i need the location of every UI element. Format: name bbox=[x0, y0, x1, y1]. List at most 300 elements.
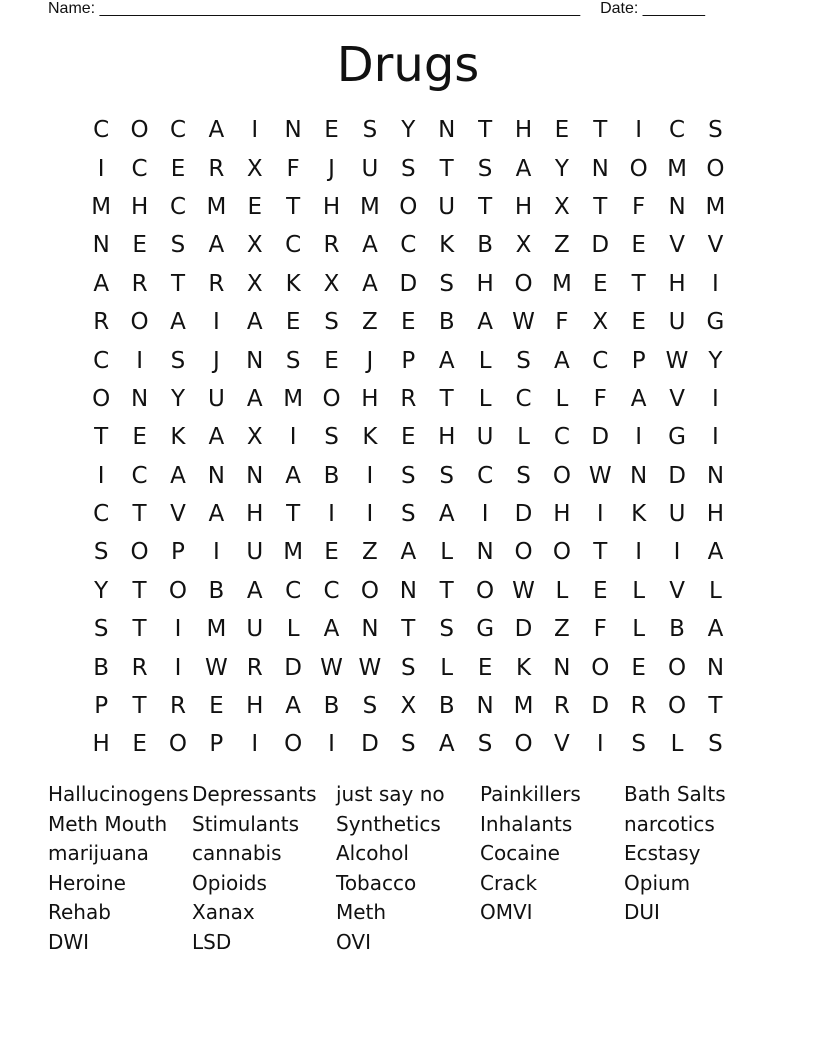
grid-cell[interactable]: S bbox=[477, 155, 493, 182]
grid-cell[interactable]: E bbox=[593, 270, 608, 297]
grid-cell[interactable]: U bbox=[246, 616, 264, 643]
grid-cell[interactable]: W bbox=[665, 347, 689, 374]
grid-cell[interactable]: S bbox=[324, 424, 339, 451]
name-date-line bbox=[48, 0, 705, 18]
grid-cell[interactable]: Y bbox=[170, 385, 185, 412]
grid-cell[interactable]: L bbox=[670, 731, 684, 758]
grid-cell[interactable]: A bbox=[438, 501, 455, 528]
grid-cell[interactable]: N bbox=[361, 616, 379, 643]
grid-cell[interactable]: R bbox=[208, 155, 225, 182]
grid-cell[interactable]: D bbox=[399, 270, 418, 297]
grid-cell[interactable]: X bbox=[400, 693, 417, 720]
grid-cell[interactable]: H bbox=[706, 501, 725, 528]
grid-cell[interactable]: T bbox=[286, 193, 301, 220]
grid-cell[interactable]: O bbox=[629, 155, 648, 182]
grid-cell[interactable]: L bbox=[478, 347, 492, 374]
grid-cell[interactable]: S bbox=[401, 462, 416, 489]
grid-cell[interactable]: P bbox=[631, 347, 646, 374]
grid-cell[interactable]: K bbox=[515, 654, 532, 681]
grid-cell[interactable]: S bbox=[285, 347, 301, 374]
grid-cell[interactable]: R bbox=[630, 693, 647, 720]
grid-cell[interactable]: T bbox=[439, 385, 454, 412]
grid-cell[interactable]: R bbox=[169, 693, 186, 720]
grid-cell[interactable]: T bbox=[593, 539, 608, 566]
letter-grid bbox=[82, 111, 735, 764]
grid-cell[interactable]: C bbox=[285, 577, 302, 604]
grid-cell[interactable]: D bbox=[514, 616, 533, 643]
grid-cell[interactable]: I bbox=[635, 117, 643, 144]
grid-cell[interactable]: H bbox=[668, 270, 686, 297]
grid-cell[interactable]: H bbox=[92, 731, 110, 758]
grid-cell[interactable]: A bbox=[707, 616, 724, 643]
grid-cell[interactable]: M bbox=[705, 193, 726, 220]
grid-cell[interactable]: N bbox=[207, 462, 225, 489]
grid-cell[interactable]: I bbox=[366, 462, 374, 489]
grid-cell[interactable]: X bbox=[246, 232, 263, 259]
grid-cell[interactable]: I bbox=[712, 424, 719, 451]
grid-cell[interactable]: X bbox=[246, 270, 263, 297]
grid-cell[interactable]: C bbox=[93, 347, 110, 374]
grid-cell[interactable]: H bbox=[361, 385, 379, 412]
grid-cell[interactable]: M bbox=[206, 616, 227, 643]
grid-cell[interactable]: O bbox=[476, 577, 495, 604]
grid-cell[interactable]: O bbox=[514, 731, 533, 758]
grid-cell[interactable]: S bbox=[401, 501, 416, 528]
grid-cell[interactable]: L bbox=[555, 577, 569, 604]
grid-cell[interactable]: E bbox=[209, 693, 224, 720]
grid-cell[interactable]: T bbox=[439, 577, 454, 604]
grid-cell[interactable]: O bbox=[168, 577, 188, 604]
date-field[interactable]: Date: _______ bbox=[600, 0, 706, 17]
grid-cell[interactable]: A bbox=[93, 270, 110, 297]
grid-cell[interactable]: T bbox=[593, 117, 608, 144]
grid-cell[interactable]: K bbox=[631, 501, 647, 528]
grid-cell[interactable]: U bbox=[361, 155, 379, 182]
grid-cell[interactable]: I bbox=[673, 539, 681, 566]
grid-cell[interactable]: A bbox=[208, 424, 225, 451]
grid-cell[interactable]: P bbox=[171, 539, 185, 566]
grid-cell[interactable]: M bbox=[206, 193, 227, 220]
grid-cell[interactable]: S bbox=[516, 347, 531, 374]
grid-cell[interactable]: K bbox=[439, 232, 455, 259]
grid-cell[interactable]: S bbox=[439, 462, 455, 489]
grid-cell[interactable]: T bbox=[708, 693, 723, 720]
grid-cell[interactable]: T bbox=[94, 424, 109, 451]
grid-cell[interactable]: O bbox=[668, 654, 687, 681]
grid-cell[interactable]: T bbox=[478, 193, 493, 220]
grid-cell[interactable]: O bbox=[360, 577, 379, 604]
grid-cell[interactable]: C bbox=[515, 385, 532, 412]
grid-cell[interactable]: O bbox=[552, 462, 571, 489]
grid-cell[interactable]: N bbox=[399, 577, 417, 604]
grid-cell[interactable]: H bbox=[514, 117, 533, 144]
grid-cell[interactable]: E bbox=[477, 654, 493, 681]
word-bank-item: Meth bbox=[336, 900, 387, 925]
grid-cell[interactable]: V bbox=[669, 385, 685, 412]
grid-cell[interactable]: E bbox=[170, 155, 186, 182]
grid-cell[interactable]: V bbox=[669, 577, 685, 604]
grid-cell[interactable]: X bbox=[246, 424, 263, 451]
grid-cell[interactable]: W bbox=[512, 309, 535, 336]
grid-cell[interactable]: T bbox=[478, 117, 493, 144]
grid-cell[interactable]: U bbox=[668, 309, 686, 336]
grid-cell[interactable]: F bbox=[593, 385, 607, 412]
grid-cell[interactable]: I bbox=[212, 539, 220, 566]
grid-cell[interactable]: I bbox=[712, 270, 719, 297]
grid-cell[interactable]: A bbox=[285, 693, 302, 720]
grid-cell[interactable]: L bbox=[517, 424, 530, 451]
grid-cell[interactable]: D bbox=[591, 232, 610, 259]
grid-cell[interactable]: A bbox=[170, 462, 186, 489]
grid-cell[interactable]: D bbox=[284, 654, 302, 681]
word-bank-item: Bath Salts bbox=[624, 782, 726, 806]
grid-cell[interactable]: O bbox=[130, 309, 149, 336]
grid-cell[interactable]: X bbox=[246, 155, 263, 182]
grid-cell[interactable]: R bbox=[93, 309, 110, 336]
grid-cell[interactable]: E bbox=[401, 424, 416, 451]
grid-cell[interactable]: D bbox=[591, 424, 610, 451]
grid-cell[interactable]: N bbox=[246, 462, 264, 489]
grid-cell[interactable]: I bbox=[289, 424, 297, 451]
grid-cell[interactable]: C bbox=[131, 462, 148, 489]
grid-cell[interactable]: R bbox=[400, 385, 417, 412]
grid-cell[interactable]: C bbox=[93, 117, 110, 144]
grid-cell[interactable]: E bbox=[132, 731, 147, 758]
grid-cell[interactable]: D bbox=[668, 462, 686, 489]
grid-cell[interactable]: Z bbox=[554, 232, 570, 259]
grid-cell[interactable]: S bbox=[708, 117, 723, 144]
grid-cell[interactable]: C bbox=[400, 232, 417, 259]
grid-cell[interactable]: V bbox=[554, 731, 570, 758]
grid-cell[interactable]: S bbox=[362, 117, 378, 144]
grid-cell[interactable]: I bbox=[328, 501, 335, 528]
grid-cell[interactable]: T bbox=[631, 270, 646, 297]
grid-cell[interactable]: J bbox=[328, 155, 335, 182]
grid-cell[interactable]: C bbox=[93, 501, 110, 528]
grid-cell[interactable]: O bbox=[284, 731, 303, 758]
grid-cell[interactable]: U bbox=[246, 539, 264, 566]
grid-cell[interactable]: E bbox=[247, 193, 263, 220]
grid-cell[interactable]: M bbox=[283, 385, 304, 412]
grid-cell[interactable]: X bbox=[592, 309, 609, 336]
grid-cell[interactable]: O bbox=[706, 155, 725, 182]
grid-cell[interactable]: A bbox=[208, 117, 225, 144]
grid-cell[interactable]: N bbox=[476, 693, 494, 720]
grid-cell[interactable]: A bbox=[246, 577, 263, 604]
grid-cell[interactable]: C bbox=[131, 155, 148, 182]
grid-cell[interactable]: V bbox=[669, 232, 685, 259]
grid-cell[interactable]: E bbox=[324, 539, 339, 566]
grid-cell[interactable]: Z bbox=[362, 539, 378, 566]
grid-cell[interactable]: F bbox=[593, 616, 607, 643]
grid-cell[interactable]: R bbox=[553, 693, 570, 720]
grid-cell[interactable]: X bbox=[554, 193, 570, 220]
grid-cell[interactable]: X bbox=[515, 232, 532, 259]
grid-cell[interactable]: E bbox=[554, 117, 570, 144]
grid-cell[interactable]: L bbox=[709, 577, 722, 604]
word-bank-item: Cocaine bbox=[480, 841, 560, 866]
grid-cell[interactable]: I bbox=[174, 654, 182, 681]
grid-cell[interactable]: A bbox=[285, 462, 302, 489]
grid-cell[interactable]: E bbox=[631, 232, 646, 259]
grid-cell[interactable]: X bbox=[323, 270, 340, 297]
grid-cell[interactable]: E bbox=[132, 424, 147, 451]
grid-cell[interactable]: W bbox=[588, 462, 612, 489]
grid-cell[interactable]: F bbox=[286, 155, 300, 182]
grid-cell[interactable]: N bbox=[438, 117, 456, 144]
grid-cell[interactable]: R bbox=[323, 232, 340, 259]
grid-cell[interactable]: C bbox=[169, 117, 186, 144]
grid-cell[interactable]: D bbox=[591, 693, 610, 720]
grid-cell[interactable]: T bbox=[132, 577, 147, 604]
grid-cell[interactable]: B bbox=[477, 232, 493, 259]
grid-cell[interactable]: H bbox=[246, 501, 264, 528]
grid-cell[interactable]: E bbox=[631, 654, 646, 681]
grid-cell[interactable]: Y bbox=[94, 577, 109, 604]
grid-cell[interactable]: S bbox=[170, 347, 186, 374]
grid-cell[interactable]: N bbox=[130, 385, 149, 412]
grid-cell[interactable]: A bbox=[323, 616, 340, 643]
word-bank bbox=[48, 780, 768, 958]
grid-cell[interactable]: A bbox=[438, 731, 455, 758]
grid-cell[interactable]: I bbox=[97, 462, 105, 489]
grid-cell[interactable]: B bbox=[208, 577, 225, 604]
grid-cell[interactable]: H bbox=[514, 193, 533, 220]
grid-cell[interactable]: S bbox=[631, 731, 646, 758]
grid-cell[interactable]: O bbox=[130, 117, 149, 144]
grid-cell[interactable]: C bbox=[169, 193, 186, 220]
grid-cell[interactable]: I bbox=[251, 117, 259, 144]
grid-cell[interactable]: W bbox=[320, 654, 343, 681]
grid-cell[interactable]: N bbox=[630, 462, 648, 489]
grid-cell[interactable]: P bbox=[401, 347, 416, 374]
grid-cell[interactable]: M bbox=[283, 539, 304, 566]
grid-cell[interactable]: L bbox=[632, 577, 646, 604]
grid-cell[interactable]: A bbox=[515, 155, 532, 182]
grid-cell[interactable]: W bbox=[204, 654, 228, 681]
grid-cell[interactable]: I bbox=[596, 501, 604, 528]
grid-cell[interactable]: O bbox=[322, 385, 341, 412]
grid-cell[interactable]: T bbox=[170, 270, 185, 297]
grid-cell[interactable]: S bbox=[324, 309, 339, 336]
grid-cell[interactable]: S bbox=[439, 270, 455, 297]
grid-cell[interactable]: I bbox=[712, 385, 719, 412]
grid-cell[interactable]: O bbox=[514, 270, 533, 297]
grid-cell[interactable]: E bbox=[631, 309, 646, 336]
grid-cell[interactable]: S bbox=[401, 155, 416, 182]
grid-cell[interactable]: L bbox=[632, 616, 646, 643]
grid-cell[interactable]: I bbox=[97, 155, 105, 182]
grid-cell[interactable]: E bbox=[324, 347, 339, 374]
grid-cell[interactable]: A bbox=[362, 232, 378, 259]
grid-cell[interactable]: D bbox=[514, 501, 533, 528]
grid-cell[interactable]: I bbox=[481, 501, 489, 528]
grid-cell[interactable]: O bbox=[552, 539, 571, 566]
grid-cell[interactable]: W bbox=[512, 577, 535, 604]
word-bank-item: just say no bbox=[336, 782, 445, 806]
grid-cell[interactable]: A bbox=[630, 385, 647, 412]
grid-cell[interactable]: H bbox=[476, 270, 494, 297]
grid-cell[interactable]: S bbox=[439, 616, 455, 643]
grid-cell[interactable]: I bbox=[596, 731, 604, 758]
grid-cell[interactable]: Y bbox=[554, 155, 569, 182]
grid-cell[interactable]: S bbox=[477, 731, 493, 758]
grid-cell[interactable]: P bbox=[94, 693, 109, 720]
grid-cell[interactable]: A bbox=[554, 347, 570, 374]
grid-cell[interactable]: P bbox=[209, 731, 224, 758]
grid-cell[interactable]: M bbox=[360, 193, 380, 220]
grid-cell[interactable]: M bbox=[91, 193, 112, 220]
grid-cell[interactable]: T bbox=[439, 155, 454, 182]
grid-cell[interactable]: F bbox=[555, 309, 569, 336]
grid-cell[interactable]: O bbox=[514, 539, 533, 566]
grid-cell[interactable]: B bbox=[438, 309, 455, 336]
grid-cell[interactable]: J bbox=[212, 347, 220, 374]
grid-cell[interactable]: D bbox=[361, 731, 379, 758]
grid-cell[interactable]: Y bbox=[401, 117, 416, 144]
grid-cell[interactable]: N bbox=[553, 654, 571, 681]
grid-cell[interactable]: O bbox=[668, 693, 687, 720]
grid-cell[interactable]: W bbox=[358, 654, 382, 681]
grid-cell[interactable]: S bbox=[362, 693, 378, 720]
grid-cell[interactable]: L bbox=[478, 385, 492, 412]
grid-cell[interactable]: T bbox=[132, 616, 147, 643]
grid-cell[interactable]: O bbox=[591, 654, 610, 681]
grid-cell[interactable]: C bbox=[477, 462, 494, 489]
grid-cell[interactable]: T bbox=[132, 501, 147, 528]
grid-cell[interactable]: R bbox=[208, 270, 225, 297]
grid-cell[interactable]: U bbox=[668, 501, 686, 528]
grid-cell[interactable]: N bbox=[591, 155, 609, 182]
grid-cell[interactable]: M bbox=[551, 270, 572, 297]
grid-cell[interactable]: A bbox=[477, 309, 493, 336]
grid-cell[interactable]: T bbox=[401, 616, 416, 643]
grid-cell[interactable]: E bbox=[324, 117, 339, 144]
grid-cell[interactable]: B bbox=[323, 693, 340, 720]
name-field[interactable]: Name: ______________________________________________________ bbox=[48, 0, 581, 17]
grid-cell[interactable]: C bbox=[553, 424, 570, 451]
grid-cell[interactable]: M bbox=[667, 155, 687, 182]
grid-cell[interactable]: G bbox=[668, 424, 686, 451]
grid-cell[interactable]: E bbox=[593, 577, 608, 604]
grid-cell[interactable]: U bbox=[207, 385, 225, 412]
grid-cell[interactable]: N bbox=[92, 232, 110, 259]
grid-cell[interactable]: O bbox=[130, 539, 149, 566]
grid-cell[interactable]: E bbox=[401, 309, 416, 336]
grid-cell[interactable]: H bbox=[130, 193, 149, 220]
grid-cell[interactable]: R bbox=[131, 270, 148, 297]
grid-cell[interactable]: L bbox=[286, 616, 300, 643]
grid-cell[interactable]: S bbox=[401, 731, 416, 758]
grid-cell[interactable]: C bbox=[323, 577, 340, 604]
grid-cell[interactable]: A bbox=[438, 347, 455, 374]
grid-cell[interactable]: S bbox=[93, 616, 109, 643]
grid-cell[interactable]: B bbox=[669, 616, 685, 643]
grid-cell[interactable]: M bbox=[513, 693, 534, 720]
grid-cell[interactable]: L bbox=[440, 539, 454, 566]
grid-cell[interactable]: B bbox=[323, 462, 340, 489]
grid-cell[interactable]: U bbox=[476, 424, 494, 451]
word-bank-item: Opioids bbox=[192, 870, 267, 895]
grid-cell[interactable]: A bbox=[208, 501, 225, 528]
grid-cell[interactable]: A bbox=[246, 309, 263, 336]
grid-cell[interactable]: K bbox=[285, 270, 301, 297]
grid-cell[interactable]: F bbox=[632, 193, 646, 220]
grid-cell[interactable]: B bbox=[438, 693, 455, 720]
grid-cell[interactable]: E bbox=[132, 232, 147, 259]
grid-cell[interactable]: C bbox=[592, 347, 609, 374]
grid-cell[interactable]: U bbox=[438, 193, 456, 220]
grid-cell[interactable]: A bbox=[246, 385, 263, 412]
grid-cell[interactable]: K bbox=[170, 424, 186, 451]
grid-cell[interactable]: H bbox=[553, 501, 571, 528]
grid-cell[interactable]: I bbox=[635, 424, 643, 451]
grid-cell[interactable]: O bbox=[399, 193, 418, 220]
grid-cell[interactable]: N bbox=[706, 654, 725, 681]
grid-cell[interactable]: B bbox=[93, 654, 110, 681]
grid-cell[interactable]: L bbox=[440, 654, 454, 681]
grid-cell[interactable]: O bbox=[92, 385, 111, 412]
grid-cell[interactable]: S bbox=[708, 731, 723, 758]
grid-cell[interactable]: S bbox=[516, 462, 531, 489]
grid-cell[interactable]: A bbox=[400, 539, 417, 566]
grid-cell[interactable]: I bbox=[635, 539, 643, 566]
grid-cell[interactable]: Z bbox=[554, 616, 570, 643]
grid-cell[interactable]: T bbox=[286, 501, 301, 528]
grid-cell[interactable]: J bbox=[366, 347, 374, 374]
grid-cell[interactable]: S bbox=[170, 232, 186, 259]
grid-cell[interactable]: A bbox=[170, 309, 186, 336]
grid-cell[interactable]: N bbox=[668, 193, 686, 220]
grid-cell[interactable]: Y bbox=[708, 347, 723, 374]
grid-cell[interactable]: H bbox=[246, 693, 264, 720]
grid-cell[interactable]: K bbox=[362, 424, 378, 451]
grid-cell[interactable]: E bbox=[285, 309, 301, 336]
grid-cell[interactable]: H bbox=[322, 193, 341, 220]
grid-cell[interactable]: G bbox=[476, 616, 495, 643]
grid-cell[interactable]: H bbox=[438, 424, 456, 451]
grid-cell[interactable]: I bbox=[174, 616, 182, 643]
grid-cell[interactable]: C bbox=[285, 232, 302, 259]
grid-cell[interactable]: T bbox=[132, 693, 147, 720]
grid-cell[interactable]: R bbox=[246, 654, 263, 681]
grid-cell[interactable]: I bbox=[366, 501, 374, 528]
grid-cell[interactable]: L bbox=[555, 385, 569, 412]
grid-cell[interactable]: I bbox=[136, 347, 143, 374]
grid-cell[interactable]: S bbox=[93, 539, 109, 566]
grid-cell[interactable]: V bbox=[707, 232, 724, 259]
grid-cell[interactable]: R bbox=[131, 654, 148, 681]
grid-cell[interactable]: N bbox=[476, 539, 494, 566]
grid-cell[interactable]: I bbox=[328, 731, 335, 758]
word-bank-item: OMVI bbox=[480, 900, 533, 925]
grid-cell[interactable]: S bbox=[401, 654, 416, 681]
grid-cell[interactable]: T bbox=[593, 193, 608, 220]
grid-cell[interactable]: A bbox=[707, 539, 724, 566]
grid-cell[interactable]: C bbox=[669, 117, 686, 144]
grid-cell[interactable]: Z bbox=[362, 309, 378, 336]
grid-cell[interactable]: N bbox=[284, 117, 302, 144]
grid-cell[interactable]: A bbox=[362, 270, 378, 297]
grid-cell[interactable]: A bbox=[208, 232, 225, 259]
grid-cell[interactable]: I bbox=[212, 309, 220, 336]
grid-cell[interactable]: G bbox=[706, 309, 725, 336]
grid-cell[interactable]: I bbox=[251, 731, 259, 758]
grid-cell[interactable]: N bbox=[246, 347, 264, 374]
grid-cell[interactable]: O bbox=[168, 731, 188, 758]
grid-cell[interactable]: V bbox=[170, 501, 186, 528]
grid-cell[interactable]: N bbox=[706, 462, 725, 489]
